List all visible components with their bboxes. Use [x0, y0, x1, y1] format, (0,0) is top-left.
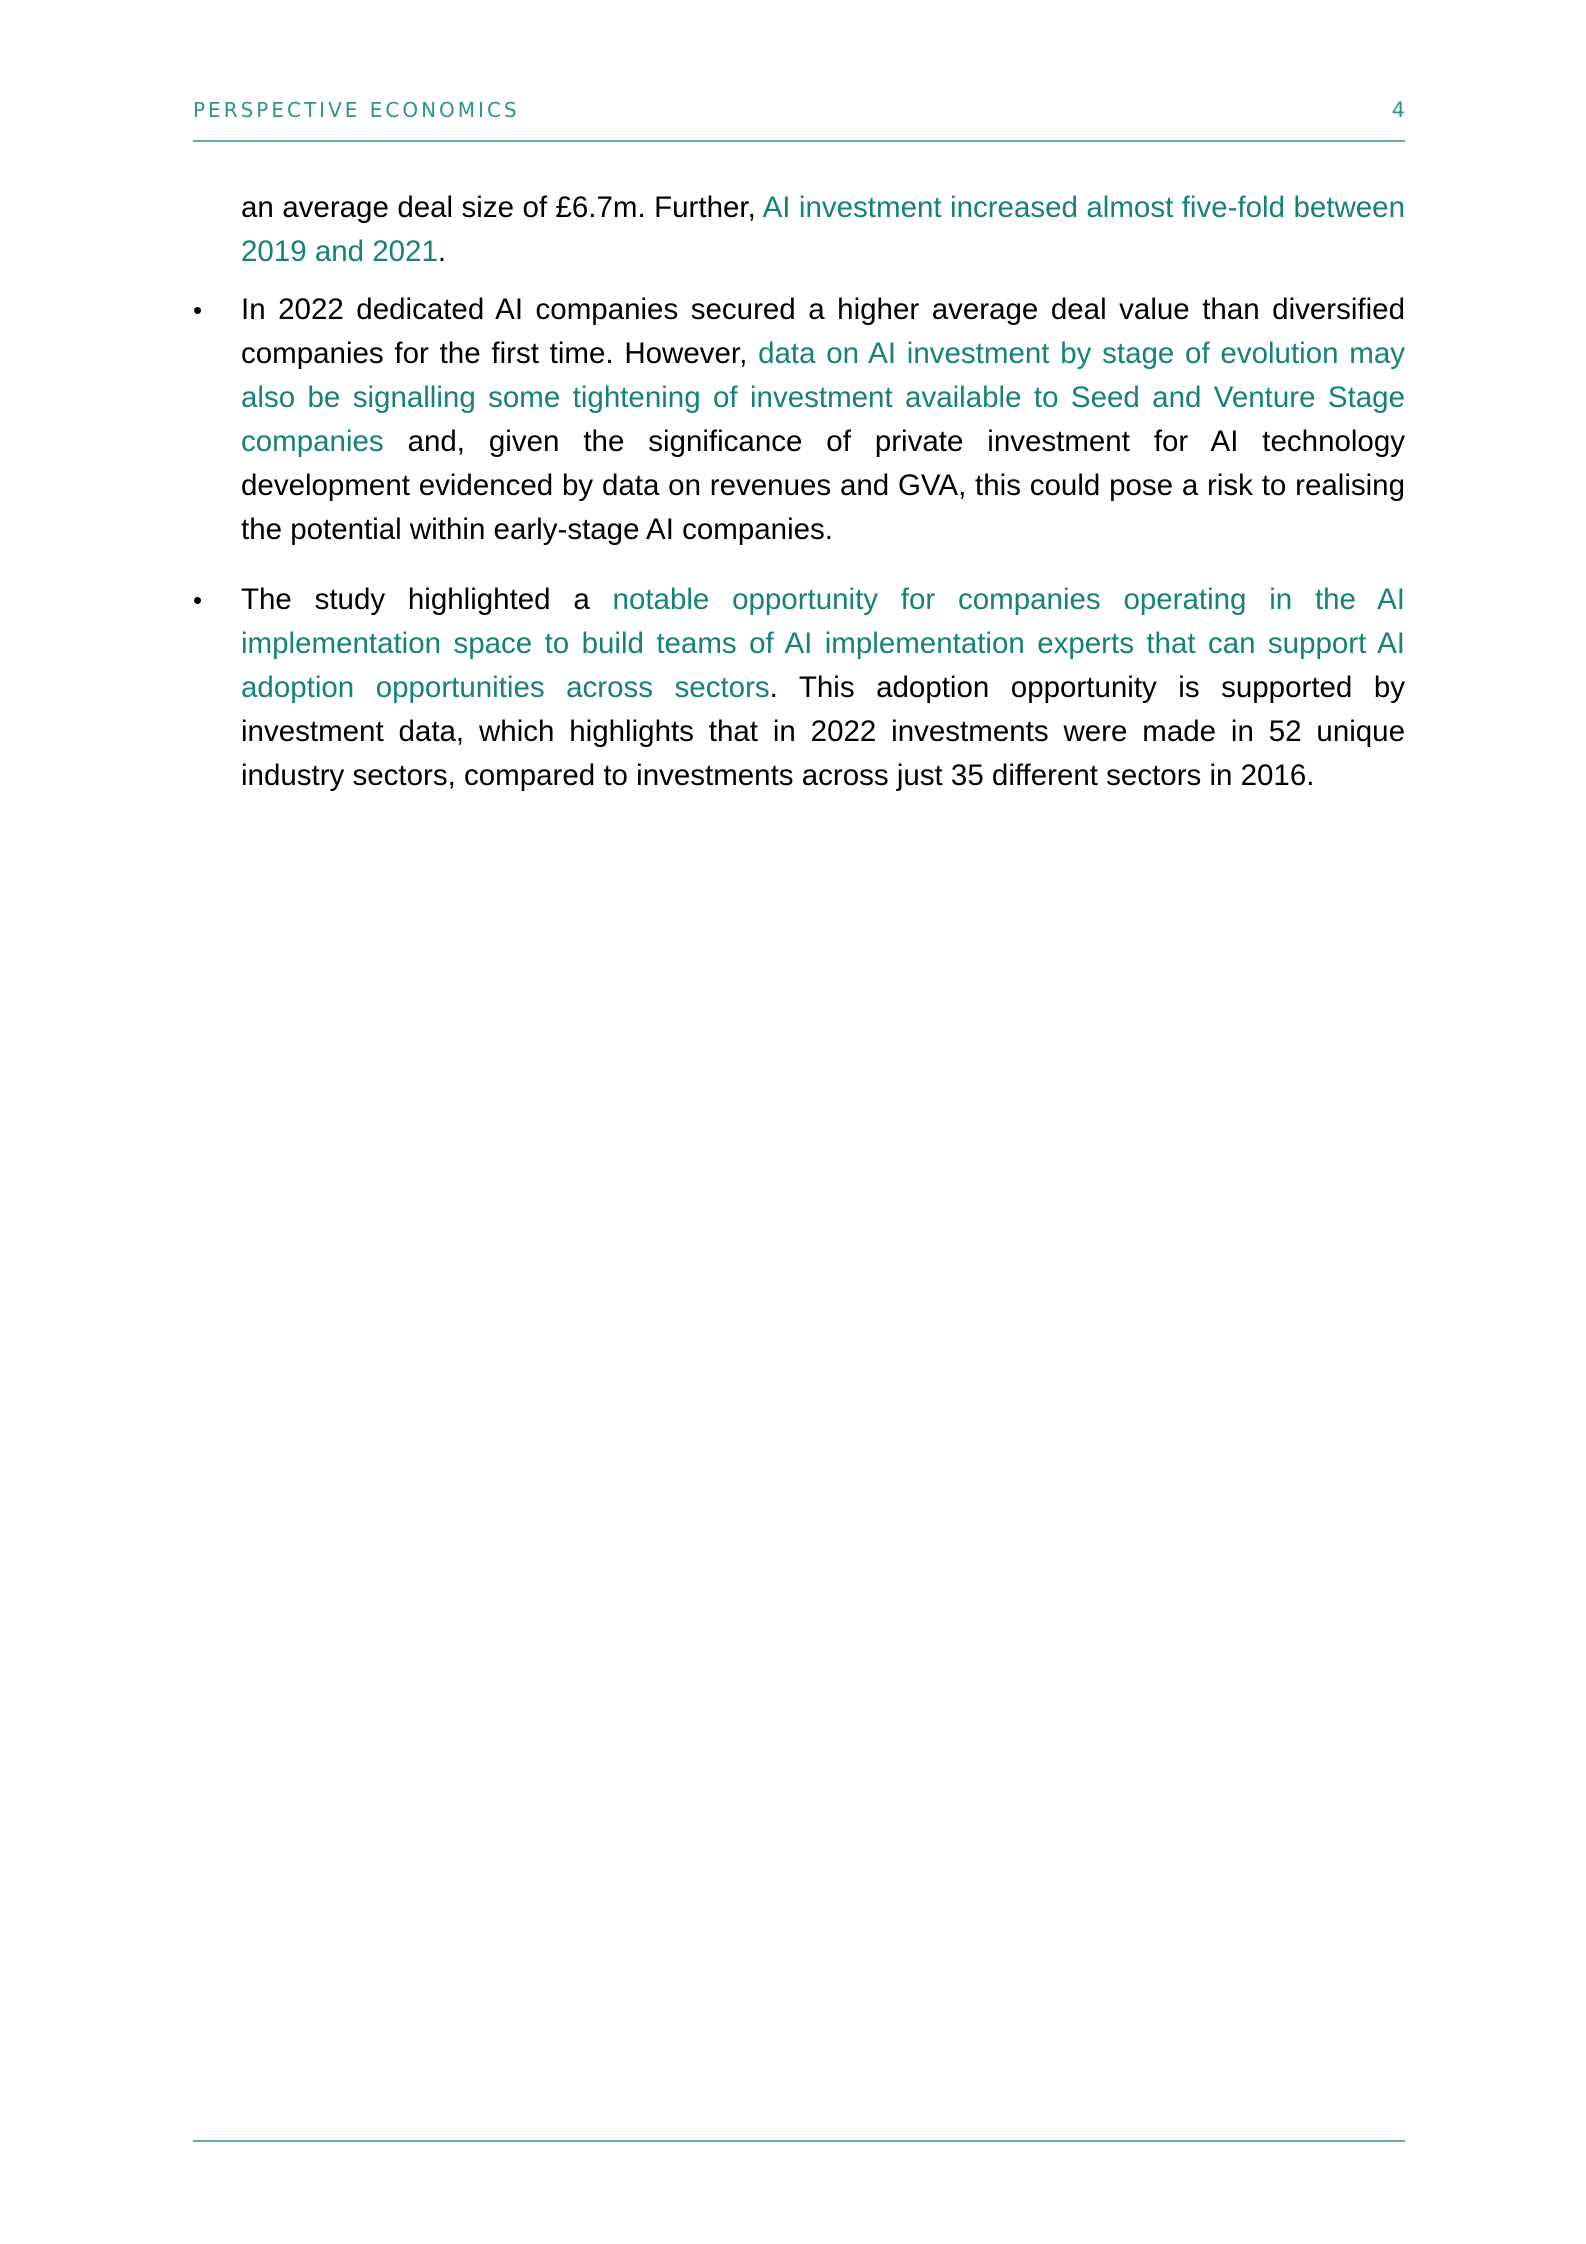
bullet-text-2: . This adoption opportunity is supported by investment data, which highlights that in 2022 investments were made in 52 unique industry sectors, compared to investments across just 35 different sectors in 2016.	[241, 671, 1406, 792]
bullet-text-1: The study highlighted a	[241, 583, 613, 616]
bullet-icon: •	[193, 585, 203, 615]
body-content	[193, 186, 1406, 798]
bullet-text-1: In 2022 dedicated AI companies secured a higher average deal value than diversified companies for the first time. However,	[241, 293, 1405, 370]
bullet-highlight: notable opportunity for companies operating in the AI implementation space to build teams of AI implementation experts that can support AI adoption opportunities across sectors	[241, 583, 1405, 704]
bullet-item-implementation	[193, 578, 1406, 798]
footer-rule	[193, 2140, 1405, 2142]
continuation-highlight: AI investment increased almost five-fold between 2019 and 2021	[241, 191, 1405, 268]
bullet-icon: •	[193, 295, 203, 325]
header-brand: PERSPECTIVE ECONOMICS	[193, 98, 520, 122]
page-number: 4	[1391, 98, 1405, 122]
continuation-text-1: an average deal size of £6.7m. Further,	[241, 191, 763, 224]
bullet-text-2: and, given the significance of private investment for AI technology development evidenced by data on revenues and GVA, this could pose a risk to realising the potential within early-stage AI companies.	[241, 425, 1405, 546]
page-header	[193, 96, 1405, 142]
bullet-item-deal-value	[193, 288, 1405, 552]
bullet-highlight: data on AI investment by stage of evolution may also be signalling some tightening of investment available to Seed and Venture Stage companies	[241, 337, 1405, 458]
continuation-paragraph	[241, 186, 1405, 274]
continuation-text-2: .	[437, 235, 447, 268]
